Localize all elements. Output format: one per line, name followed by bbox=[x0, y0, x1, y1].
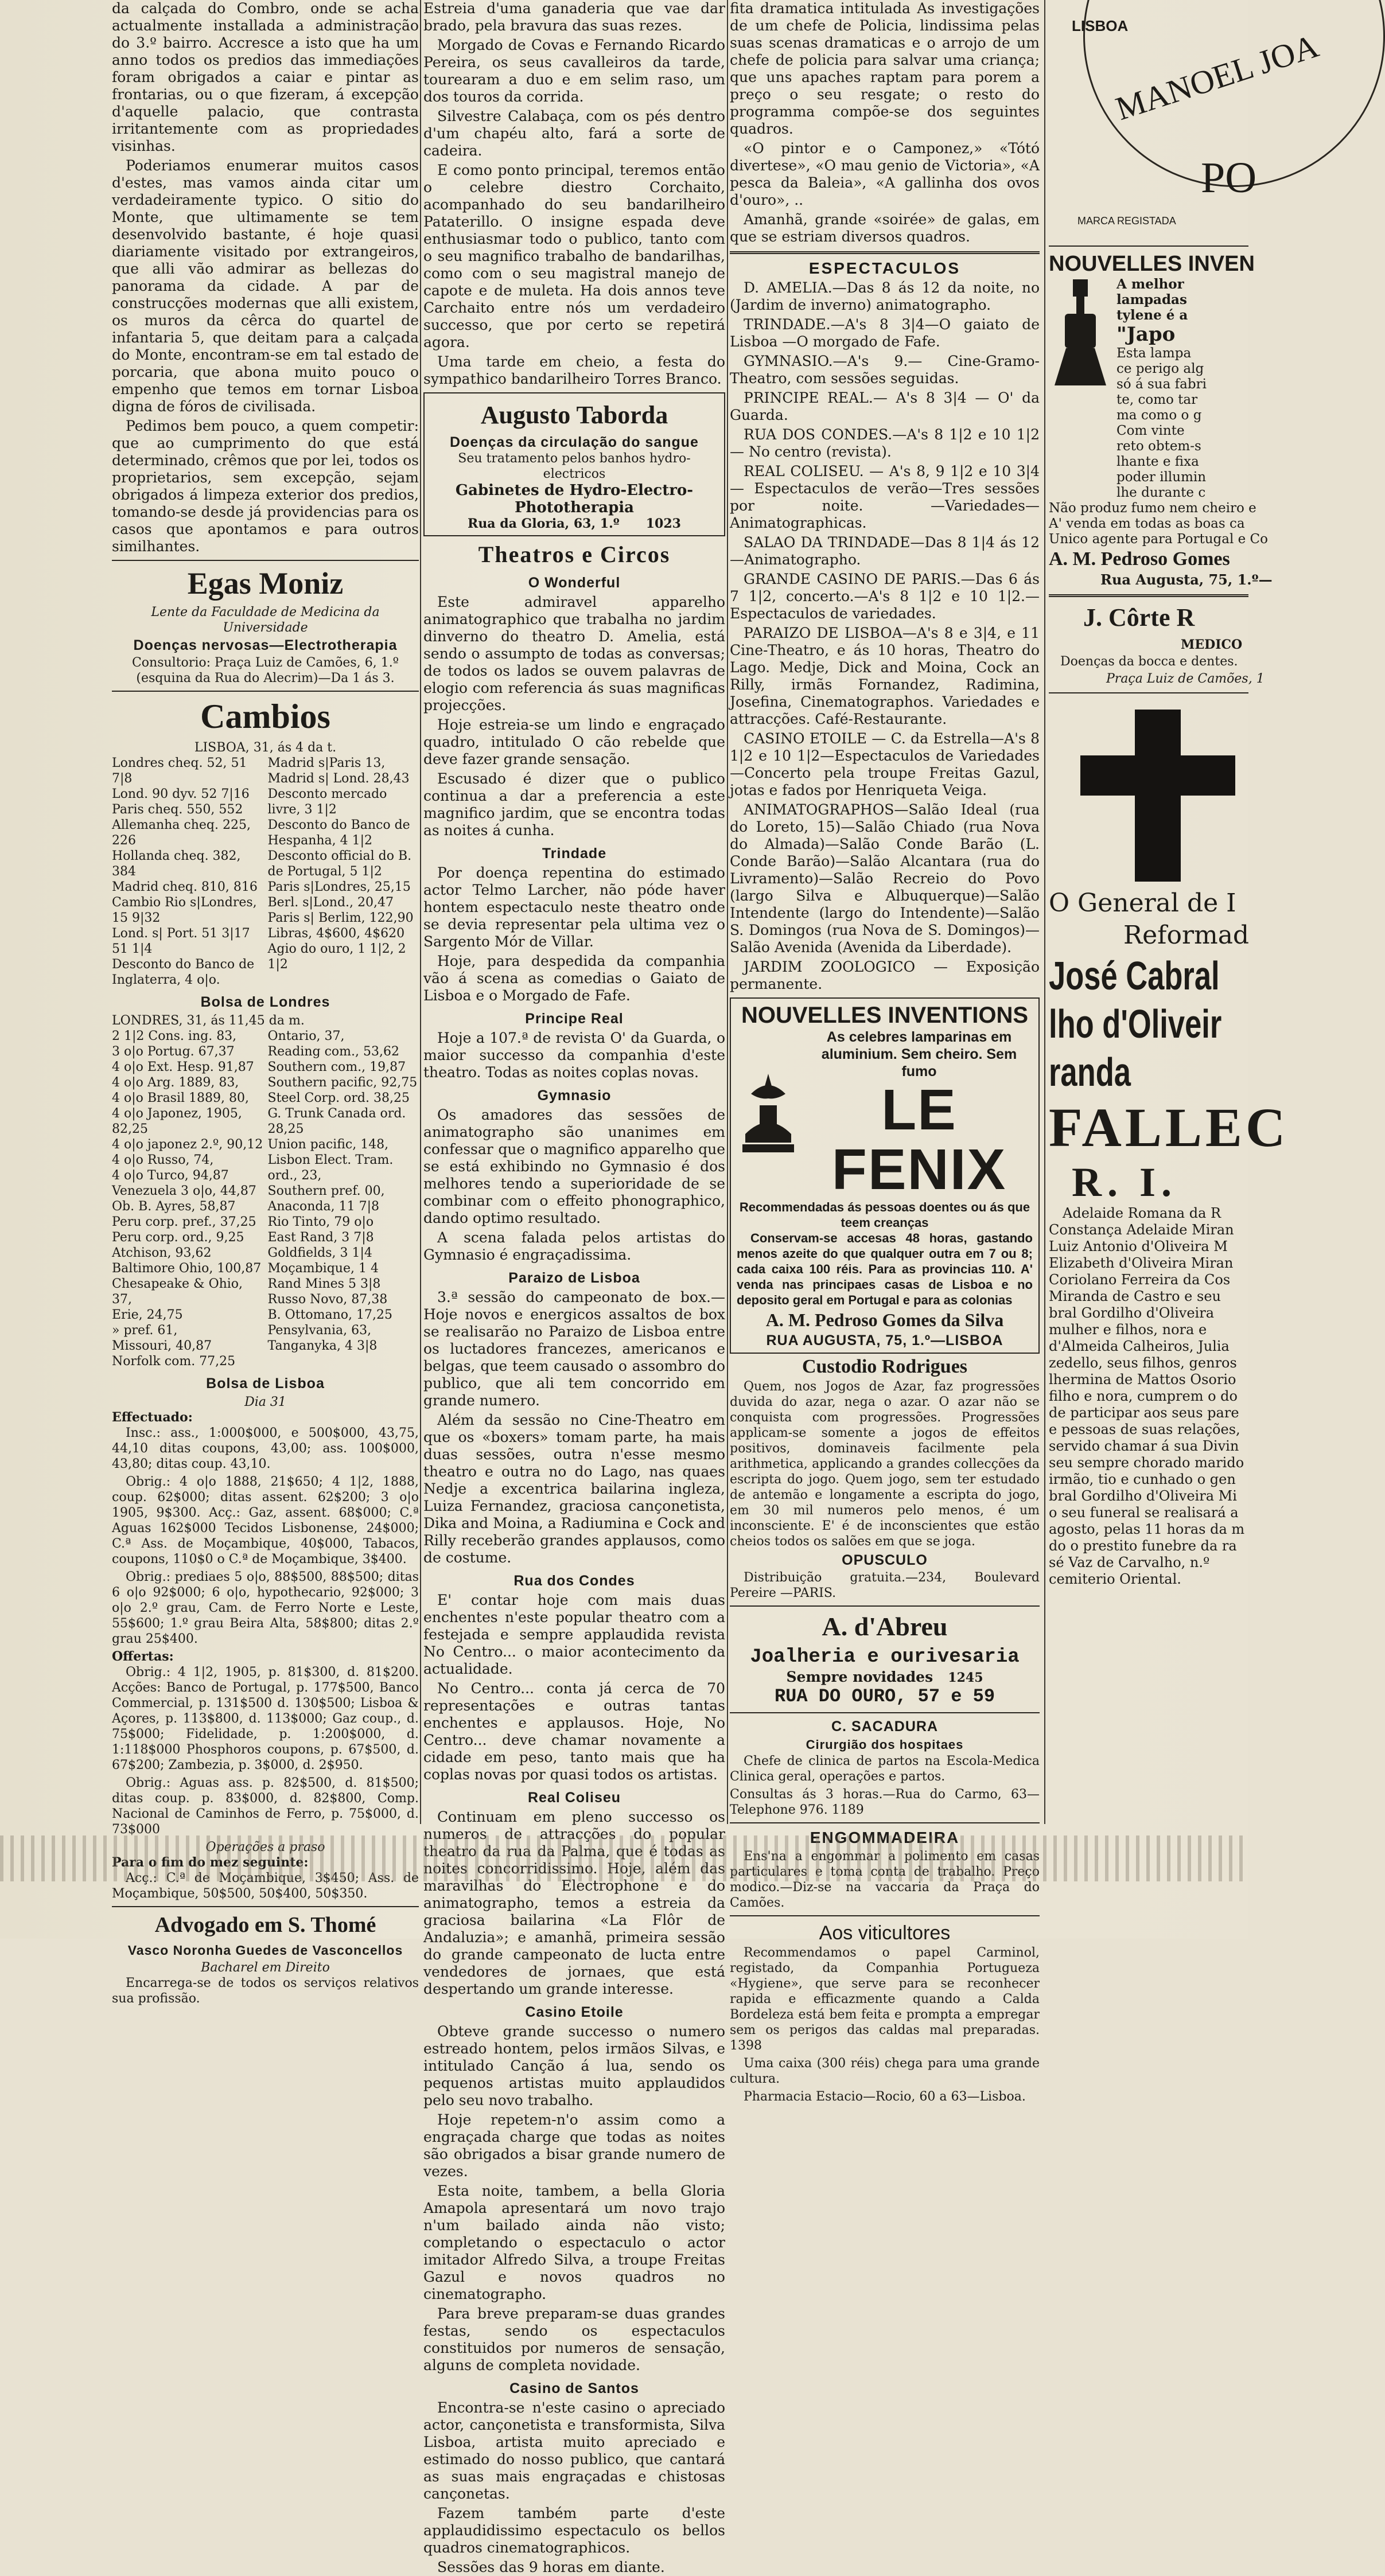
text-line: Com vinte bbox=[1116, 423, 1185, 438]
article-paragraph: A scena falada pelos artistas do Gymnasio é engraçadissima. bbox=[423, 1229, 725, 1263]
subhead: Casino de Santos bbox=[509, 2380, 639, 2396]
opusculo-text: Distribuição gratuita.—234, Boulevard Pereire —PARIS. bbox=[730, 1570, 1040, 1600]
ad-title-nouvelles: NOUVELLES INVEN bbox=[1049, 252, 1255, 276]
column-1 bbox=[112, 0, 419, 2006]
article-paragraph: fita dramatica intitulada As investigações de um chefe de Policia, lindissima pelas suas scenas dramaticas e o arrojo de um chefe de policia para salvar uma criança; que uns apaches raptam para porem a preço o seu resgate; o resto do programma compõe-se dos seguintes quadros. bbox=[730, 0, 1040, 137]
text-line: A' venda em todas as boas ca bbox=[1049, 516, 1245, 531]
ad-agent: A. M. Pedroso Gomes da Silva bbox=[765, 1310, 1004, 1330]
bolsa-entry: Southern com., 19,87 bbox=[267, 1060, 406, 1074]
article-paragraph: «O pintor e o Camponez,» «Tótó divertese», «O mau genio de Victoria», «A pesca da Baleia», «A gallinha dos ovos d'ouro», .. bbox=[730, 140, 1040, 208]
fim-mez-label: Para o fim do mez seguinte: bbox=[112, 1855, 309, 1870]
article-paragraph: Este admiravel apparelho animatographico que trabalha no jardim dinverno do theatro D. Amelia, está sendo o assumpto de todas as conversas; de todos os lados se ouvem palavras de elogio com referencia ás suas magnificas projecções. bbox=[423, 594, 725, 714]
bolsa-entry: Union pacific, 148, bbox=[267, 1137, 389, 1152]
advogado-name: Vasco Noronha Guedes de Vasconcellos bbox=[127, 1943, 403, 1958]
bolsa-entry: 4 o|o Japonez, 1905, 82,25 bbox=[112, 1106, 242, 1136]
article-paragraph: Os amadores das sessões de animatographo são unanimes em confessar que o magnifico apparelho que se está exhibindo no Gymnasio é dos melhores tendo a superioridade de se combinar com o effeito phonographico, dando optimo resultado. bbox=[423, 1106, 725, 1226]
cross-horizontal bbox=[1080, 755, 1235, 796]
cambios-table bbox=[112, 755, 419, 988]
obit-name: José Cabral bbox=[1049, 953, 1220, 998]
ad-gabinetes: Gabinetes de Hydro-Electro-Phototherapia bbox=[455, 482, 694, 516]
bolsa-entry: Southern pacific, 92,75 bbox=[267, 1075, 418, 1090]
section-title-theatros: Theatros e Circos bbox=[478, 541, 671, 567]
article-paragraph: Hoje estreia-se um lindo e engraçado quadro, intitulado O cão rebelde que deve fazer grande sensação. bbox=[423, 716, 725, 767]
text-line: tylene é a bbox=[1116, 307, 1188, 323]
obit-rank2: Reformad bbox=[1123, 921, 1250, 950]
bolsa-entry: Peru corp. ord., 9,25 bbox=[112, 1230, 244, 1245]
text-line: lampadas bbox=[1116, 292, 1187, 307]
article-paragraph: Uma tarde em cheio, a festa do sympathico bandarilheiro Torres Branco. bbox=[423, 353, 725, 387]
bolsa-londres-date: LONDRES, 31, ás 11,45 da m. bbox=[112, 1014, 305, 1028]
column-rule bbox=[420, 0, 421, 1824]
opusculo-label: OPUSCULO bbox=[842, 1552, 928, 1568]
ad-address: Consultorio: Praça Luiz de Camões, 6, 1.º (esquina da Rua do Alecrim)—Da 1 ás 3. bbox=[131, 656, 399, 685]
article-paragraph: Pedimos bem pouco, a quem competir: que ao cumprimento do que está determinado, crêmos que por lei, todos os proprietarios, sem excepção, sejam obrigados á limpeza exterior dos predios, tomando-se desde já providencias para os casos que apontamos e para outros similhantes. bbox=[112, 418, 419, 555]
bolsa-entry: » pref. 61, bbox=[112, 1323, 178, 1338]
ad-text: Quem, nos Jogos de Azar, faz progressões duvida do azar, nega o azar. O azar não se conquista com progressões. Progressões applicam-se somente a jogos de effeitos positivos, dominaveis facilmente pela arithmetica, applicando a grandes collecções da escripta do jogo. Quem jogo, sem ter estudado de antemão e longamente a escripta do jogo, em 30 mil numeros pelo menos, é um inconsciente. E' é de inconscientes que estão cheios todos os salões em que se joga. bbox=[730, 1379, 1040, 1549]
ad-address: RUA AUGUSTA, 75, 1.º—LISBOA bbox=[766, 1332, 1003, 1349]
ad-subtitle: Doenças da circulação do sangue bbox=[450, 434, 699, 450]
bolsa-entry: Steel Corp. ord. 38,25 bbox=[267, 1091, 410, 1105]
cambio-entry: Libras, 4$600, 4$620 bbox=[267, 926, 405, 941]
lefenix-text bbox=[806, 1028, 1033, 1202]
text-line: lhe durante c bbox=[1116, 485, 1206, 500]
ad-text: Uma caixa (300 réis) chega para uma grande cultura. bbox=[730, 2056, 1040, 2086]
banner-po: PO bbox=[1201, 154, 1257, 202]
obit-text: Adelaide Romana da R Constança Adelaide Miran Luiz Antonio d'Oliveira M Elizabeth d'Oliveira Miran Coriolano Ferreira da Cos Miranda de Castro e seu bral Gordilho d'Oliveira mulher e filhos, nora e d'Almeida Calheiros, Julia zedello, seus filhos, genros lhermina de Mattos Osorio filho e nora, cumprem o do de participar aos seus pare e pessoas de suas relações, servido chamar á sua Divin seu sempre chorado marido irmão, tio e cunhado o gen bral Gordilho d'Oliveira Mi o seu funeral se realisará a agosto, pelas 11 horas da m do o prestito funebre da ra sé Vaz de Carvalho, n.º cemiterio Oriental. bbox=[1049, 1205, 1245, 1587]
bolsa-entry: 4 o|o Russo, 74, bbox=[112, 1153, 214, 1167]
lefenix-row bbox=[737, 1028, 1033, 1202]
article-paragraph: Silvestre Calabaça, com os pés dentro d'um chapéu alto, fará a sorte de cadeira. bbox=[423, 108, 725, 159]
article-paragraph: Fazem também parte d'este applaudidissimo espectaculo os bellos quadros cinematographicos. bbox=[423, 2505, 725, 2556]
bolsa-entry: Ontario, 37, bbox=[267, 1029, 345, 1043]
espectaculos-list bbox=[730, 279, 1040, 993]
divider bbox=[112, 560, 419, 561]
efectuado-label: Effectuado: bbox=[112, 1410, 193, 1425]
ad-sempre bbox=[730, 1669, 1040, 1686]
ad-title-engommadeira: ENGOMMADEIRA bbox=[810, 1829, 960, 1846]
address-text: Rua da Gloria, 63, 1.º bbox=[468, 516, 620, 531]
ad-title-viticultores: Aos viticultores bbox=[819, 1922, 951, 1944]
column-2 bbox=[423, 0, 725, 2575]
text-line: ce perigo alg bbox=[1116, 361, 1204, 376]
cambio-entry: Desconto do Banco de Inglaterra, 4 o|o. bbox=[112, 957, 255, 987]
bolsa-entry: 4 o|o japonez 2.º, 90,12 bbox=[112, 1137, 263, 1152]
cambio-entry: Madrid cheq. 810, 816 bbox=[112, 880, 258, 894]
subhead: Casino Etoile bbox=[525, 2004, 624, 2020]
ad-le-fenix bbox=[730, 997, 1040, 1354]
ad-sub: MEDICO bbox=[1181, 637, 1243, 652]
bolsa-entry: Venezuela 3 o|o, 44,87 bbox=[112, 1184, 256, 1198]
espectaculo-entry: PRINCIPE REAL.— A's 8 3|4 — O' da Guarda. bbox=[730, 389, 1040, 423]
subhead: Rua dos Condes bbox=[513, 1573, 635, 1589]
article-paragraph: No Centro... conta já cerca de 70 representações e outras tantas enchentes e applausos. Hoje, No Centro... deve chamar novamente a cidade em peso, tanto mais que ha coplas novas por quasi todos os artistas. bbox=[423, 1680, 725, 1783]
article-paragraph: Obteve grande successo o numero estreado hontem, pelos irmãos Silvas, e intitulado Canção á lua, sendo os pequenos artistas muito applaudidos pelo seu novo trabalho. bbox=[423, 2023, 725, 2109]
article-paragraph: Sessões das 9 horas em diante. bbox=[437, 2559, 665, 2575]
section-title-bolsa-lisboa: Bolsa de Lisboa bbox=[206, 1375, 325, 1392]
obit-rank: O General de I bbox=[1049, 888, 1236, 918]
ad-title: NOUVELLES INVENTIONS bbox=[741, 1003, 1029, 1028]
ad-text: Chefe de clinica de partos na Escola-Medica Clinica geral, operações e partos. bbox=[730, 1754, 1040, 1784]
ad-title-egas-moniz: Egas Moniz bbox=[187, 566, 344, 601]
bolsa-entry: 4 o|o Ext. Hesp. 91,87 bbox=[112, 1060, 254, 1074]
banner-word: LISBOA bbox=[1072, 17, 1129, 34]
divider bbox=[1049, 594, 1248, 597]
divider bbox=[730, 251, 1040, 254]
espectaculo-entry: REAL COLISEU. — A's 8, 9 1|2 e 10 3|4— Espectaculos de verão—Tres sessões por noite. —Variedades—Animatographicas. bbox=[730, 463, 1040, 531]
bolsa-entry: Rand Mines 5 3|8 bbox=[267, 1277, 381, 1291]
article-paragraph: E' contar hoje com mais duas enchentes n'este popular theatro com a festejada e sempre applaudida revista No Centro... o maior acontecimento da actualidade. bbox=[423, 1592, 725, 1677]
mourning-cross bbox=[1049, 698, 1248, 882]
espectaculo-entry: GYMNASIO.—A's 9.— Cine-Gramo-Theatro, com sessões seguidas. bbox=[730, 353, 1040, 387]
article-paragraph: Esta noite, tambem, a bella Gloria Amapola apresentará um novo trajo n'um bailado ainda não visto; completando o espectaculo o actor imitador Alfredo Silva, a troupe Freitas Gazul e novos quadros no cinematographo. bbox=[423, 2183, 725, 2302]
article-paragraph: da calçada do Combro, onde se acha actualmente installada a administração do 3.º bairro. Accresce a isto que ha um anno todos os predios das immediações foram obrigados a caiar e pintar as frontarias, ou o que fizeram, á excepção d'aquelle palacio, que contrasta irritantemente com as propriedades visinhas. bbox=[112, 0, 419, 154]
vitic-text: Recommendamos o papel Carminol, registado, da Companhia Portugueza «Hygiene», que serve para se reconhecer rapida e efficazmente quando a Calda Bordeleza está bem feita e prompta a empregar sem os perigos das caldas mal preparadas. bbox=[730, 1946, 1040, 2037]
article-paragraph: E como ponto principal, teremos então o celebre diestro Corchaito, acompanhado do seu bandarilheiro Pataterillo. O insigne espada deve enthusiasmar todo o publico, tanto com o seu magnifico trabalho de bandarilhas, como com o seu magistral manejo de capote e de muleta. Ha dois annos teve Carchaito entre nós um verdadeiro successo, que por certo se repetirá agora. bbox=[423, 162, 725, 350]
section-title-espectaculos: ESPECTACULOS bbox=[808, 259, 961, 277]
ad-text bbox=[730, 1945, 1040, 2053]
subhead: O Wonderful bbox=[528, 575, 621, 591]
column-3 bbox=[730, 0, 1040, 2104]
cambio-entry: Allemanha cheq. 225, 226 bbox=[112, 818, 251, 848]
ad-title-custodio: Custodio Rodrigues bbox=[802, 1356, 968, 1377]
bolsa-entry: Chesapeake & Ohio, 37, bbox=[112, 1277, 243, 1307]
article-paragraph: Hoje, para despedida da companhia vão á scena as comedias o Gaiato de Lisboa e o Morgado de Fafe. bbox=[423, 953, 725, 1004]
article-paragraph: Hoje repetem-n'o assim como a engraçada charge que todas as noites são obrigados a bisar grande numero de vezes. bbox=[423, 2111, 725, 2180]
bolsa-left-list bbox=[112, 1028, 263, 1369]
bolsa-entry: 2 1|2 Cons. ing. 83, bbox=[112, 1029, 237, 1043]
bolsa-entry: B. Ottomano, 17,25 bbox=[267, 1308, 392, 1322]
cambio-entry: Lond. 90 dyv. 52 7|16 bbox=[112, 787, 250, 801]
text-line: A melhor bbox=[1116, 276, 1184, 292]
cambio-entry: Lond. s| Port. 51 3|17 51 1|4 bbox=[112, 926, 250, 956]
article-paragraph: Morgado de Covas e Fernando Ricardo Pereira, os seus cavalleiros da tarde, tourearam a duo e em selim raso, um dos touros da corrida. bbox=[423, 37, 725, 105]
banner-name: MANOEL JOA bbox=[1111, 26, 1323, 128]
bolsa-entry: Tanganyka, 4 3|8 bbox=[267, 1339, 378, 1353]
text-line: ma como o g bbox=[1116, 408, 1202, 423]
text-line: Unico agente para Portugal e Co bbox=[1049, 532, 1268, 547]
banner-reg: MARCA REGISTADA bbox=[1077, 215, 1176, 227]
ad-sub: Cirurgião dos hospitaes bbox=[806, 1737, 964, 1752]
operacoes-label: Operações a praso bbox=[205, 1840, 325, 1854]
text-line: reto obtem-s bbox=[1116, 439, 1201, 454]
cambio-entry: Agio do ouro, 1 1|2, 2 1|2 bbox=[267, 942, 406, 972]
ad-agent: A. M. Pedroso Gomes bbox=[1049, 548, 1230, 570]
text-line: "Japo bbox=[1116, 323, 1176, 346]
lamp-icon bbox=[737, 1071, 800, 1157]
subhead: Real Coliseu bbox=[527, 1790, 621, 1806]
text-line: lhante e fixa bbox=[1116, 454, 1199, 469]
ad-sempre-text: Sempre novidades bbox=[786, 1669, 933, 1685]
divider bbox=[730, 1915, 1040, 1916]
espectaculo-entry: SALAO DA TRINDADE—Das 8 1|4 ás 12 —Animatographo. bbox=[730, 534, 1040, 568]
cambios-left-list bbox=[112, 755, 263, 988]
divider bbox=[730, 1712, 1040, 1713]
nouvelles-row bbox=[1049, 276, 1248, 501]
cambio-entry: Paris s| Berlim, 122,90 bbox=[267, 911, 414, 925]
espectaculo-entry: RUA DOS CONDES.—A's 8 1|2 e 10 1|2— No centro (revista). bbox=[730, 426, 1040, 460]
efectuado-paragraph: Obrig.: prediaes 5 o|o, 88$500, 88$500; ditas 6 o|o 92$000; 6 o|o, hypothecario, 92$000; 3 o|o 2.º grau, Cam. de Ferro Norte e Leste, 55$600; 1.º grau Beira Alta, 58$800; ditas 2.º grau 25$400. bbox=[112, 1570, 419, 1646]
ad-number: 1398 bbox=[730, 2039, 762, 2053]
banner-manoel bbox=[1049, 0, 1323, 241]
espectaculo-entry: CASINO ETOILE — C. da Estrella—A's 8 1|2 e 10 1|2—Espectaculos de Variedades—Concerto pela troupe Freitas Gazul, jotas e fados por Henriqueta Veiga. bbox=[730, 730, 1040, 798]
espectaculo-entry: PARAIZO DE LISBOA—A's 8 e 3|4, e 11 Cine-Theatro, e ás 10 horas, Theatro do Lago. Medje, Dick and Moina, Cock an Rilly, irmãs Fornandez, Radimina, Josefina, Cinematographos. Variedades e attracções. Café-Restaurante. bbox=[730, 625, 1040, 727]
divider bbox=[112, 691, 419, 692]
column-rule bbox=[727, 0, 728, 1824]
article-paragraph: Estreia d'uma ganaderia que vae dar brado, pela bravura das suas rezes. bbox=[423, 0, 725, 34]
ad-subtitle: Lente da Faculdade de Medicina da Universidade bbox=[151, 605, 380, 635]
espectaculo-entry: TRINDADE.—A's 8 3|4—O gaiato de Lisboa —O morgado de Fafe. bbox=[730, 316, 1040, 350]
bolsa-lisboa-day: Dia 31 bbox=[244, 1395, 286, 1409]
offertas-label: Offertas: bbox=[112, 1649, 174, 1664]
article-paragraph: Encontra-se n'este casino o apreciado actor, cançonetista e transformista, Silva Lisboa, artista muito apreciado e estimado do nosso publico, que cantará as suas mais engraçadas e chistosas cançonetas. bbox=[423, 2399, 725, 2502]
article-paragraph: Para breve preparam-se duas grandes festas, sendo os espectaculos constituidos por numeros de sensação, alguns de completa novidade. bbox=[423, 2305, 725, 2374]
bolsa-entry: Atchison, 93,62 bbox=[112, 1246, 212, 1260]
divider bbox=[1049, 245, 1248, 247]
cambios-date: LISBOA, 31, ás 4 da t. bbox=[194, 741, 337, 755]
espectaculo-entry: ANIMATOGRAPHOS—Salão Ideal (rua do Loreto, 15)—Salão Chiado (rua Nova do Almada)—Salão Conde Barão (L. Conde Barão)—Salão Alcantara (rua do Livramento)—Salão Recreio do Povo (largo Silva e Albuquerque)—Salão Intendente (largo do Intendente)—Salão S. Domingos (rua Nova de S. Domingos)—Salão Avenida (Avenida da Liberdade). bbox=[730, 801, 1040, 956]
bolsa-entry: Erie, 24,75 bbox=[112, 1308, 183, 1322]
ad-title-advogado: Advogado em S. Thomé bbox=[154, 1913, 376, 1937]
cambio-entry: Cambio Rio s|Londres, 15 9|32 bbox=[112, 895, 257, 925]
ad-number: 1245 bbox=[948, 1670, 983, 1685]
cambio-entry: Paris cheq. 550, 552 bbox=[112, 802, 243, 817]
bolsa-entry: Southern pref. 00, bbox=[267, 1184, 385, 1198]
ad-recommend: Recommendadas ás pessoas doentes ou ás que teem creanças bbox=[739, 1200, 1030, 1230]
text-line: Esta lampa bbox=[1116, 346, 1192, 361]
obit-name: randa bbox=[1049, 1050, 1131, 1094]
ad-text: Pharmacia Estacio—Rocio, 60 a 63—Lisboa. bbox=[744, 2090, 1026, 2104]
cambio-entry: Madrid s| Lond. 28,43 bbox=[267, 771, 410, 786]
bolsa-entry: Pensylvania, 63, bbox=[267, 1323, 372, 1338]
column-rule bbox=[1044, 0, 1045, 1824]
efectuado-paragraph: Obrig.: 4 o|o 1888, 21$650; 4 1|2, 1888, coup. 62$000; ditas assent. 62$200; 3 o|o 1905, 9$300. Acç.: Gaz, assent. 68$000; C.ª Aguas 162$000 Tecidos Lisbonense, 24$000; C.ª Ass. de Moçambique, 40$000, Tabacos, coupons, 110$0 o C.ª de Moçambique, 3$400. bbox=[112, 1475, 419, 1566]
ad-address: Rua Augusta, 75, 1.º— bbox=[1100, 571, 1273, 588]
bolsa-right-list bbox=[268, 1028, 419, 1369]
divider bbox=[1049, 692, 1248, 693]
bolsa-entry: Baltimore Ohio, 100,87 bbox=[112, 1261, 262, 1276]
ad-text: Doenças da bocca e dentes. bbox=[1060, 654, 1238, 669]
subhead: Trindade bbox=[542, 845, 607, 862]
bolsa-entry: Lisbon Elect. Tram. ord., 23, bbox=[267, 1153, 394, 1183]
bolsa-entry: 4 o|o Arg. 1889, 83, bbox=[112, 1075, 239, 1090]
subhead: Paraizo de Lisboa bbox=[508, 1270, 640, 1286]
divider bbox=[730, 1605, 1040, 1607]
efectuado-paragraph: Insc.: ass., 1:000$000, e 500$000, 43,75, 44,10 ditas coupons, 43,00; ass. 100$000, 43,80; ditas coup. 43,10. bbox=[112, 1426, 419, 1471]
lamp-icon bbox=[1049, 276, 1112, 391]
bolsa-entry: Peru corp. pref., 37,25 bbox=[112, 1215, 256, 1229]
obit-fallec: FALLEC bbox=[1049, 1097, 1289, 1158]
ad-sub: Joalheria e ourivesaria bbox=[750, 1646, 1020, 1668]
espectaculo-entry: JARDIM ZOOLOGICO — Exposição permanente. bbox=[730, 958, 1040, 992]
ad-text: Conservam-se accesas 48 horas, gastando menos azeite do que qualquer outra em 7 ou 8; cada caixa 100 réis. Para as provincias 110. A' venda nas principaes casas de Lisboa e no deposito geral em Portugal e para as colonias bbox=[737, 1231, 1033, 1307]
nouvelles-text bbox=[1116, 276, 1248, 501]
divider bbox=[730, 1822, 1040, 1823]
article-paragraph: Poderiamos enumerar muitos casos d'estes, mas vamos ainda citar um verdadeiramente typico. O sitio do Monte, que ultimamente se tem desenvolvido bastante, é hoje quasi diariamente visitado por extrangeiros, que alli vão admirar as bellezas do panorama da cidade. A par de construcções modernas que alli existem, os muros da cêrca do quartel de infantaria 5, que deitam para a calçada do Monte, encontram-se em tal estado de porcaria, que abona muito pouco o empenho que temos em tornar Lisboa digna de fóros de civilisada. bbox=[112, 157, 419, 415]
article-paragraph: 3.ª sessão do campeonato de box.—Hoje novos e energicos assaltos de box se realisarão no Paraizo de Lisboa entre os luctadores francezes, americanos e belgas, que teem causado o assombro do publico, que ali tem concorrido em grande numero. bbox=[423, 1289, 725, 1409]
article-paragraph: Continuam em pleno successo os numeros de attracções do popular theatro da rua da Palma, que é todas as noites concorridissimo. Hoje, além das maravilhas do Electrophone e do animatographo, temos a estreia da graciosa bailarina «La Flôr de Andaluzia»; e amanhã, primeira sessão do grande campeonato de lucta entre vendedores de jornaes, que está despertando um grande interesse. bbox=[423, 1809, 725, 1997]
ad-title: Augusto Taborda bbox=[480, 401, 668, 429]
ad-title-abreu: A. d'Abreu bbox=[822, 1612, 948, 1641]
article-paragraph: Hoje a 107.ª de revista O' da Guarda, o maior successo da companhia d'este theatro. Todas as noites coplas novas. bbox=[423, 1030, 725, 1081]
bolsa-londres-table bbox=[112, 1028, 419, 1369]
text-line: poder illumin bbox=[1116, 470, 1207, 485]
text-line: te, como tar bbox=[1116, 392, 1198, 407]
ad-consultas bbox=[730, 1787, 1040, 1818]
cambio-entry: Desconto official do B. de Portugal, 5 1|2 bbox=[267, 849, 412, 879]
ad-number: 1023 bbox=[645, 516, 681, 531]
bolsa-entry: East Rand, 3 7|8 bbox=[267, 1230, 374, 1245]
bolsa-entry: Norfolk com. 77,25 bbox=[112, 1354, 236, 1369]
ad-augusto-taborda bbox=[423, 392, 725, 536]
ad-text: Ens'na a engommar a polimento em casas particulares e toma conta de trabalho. Preço modico.—Diz-se na vaccaria da Praça do Camões. bbox=[730, 1849, 1040, 1910]
advogado-text: Encarrega-se de todos os serviços relativos sua profissão. bbox=[112, 1976, 419, 2006]
column-4 bbox=[1049, 0, 1323, 1893]
ad-specialty: Doenças nervosas—Electrotherapia bbox=[133, 637, 398, 653]
fim-mez-text: Acç.: C.ª de Moçambique, 3$450; Ass. de Moçambique, 50$500, 50$400, 50$350. bbox=[112, 1871, 419, 1901]
cambio-entry: Berl. s|Lond., 20,47 bbox=[267, 895, 394, 910]
section-title-cambios: Cambios bbox=[200, 697, 330, 735]
cambio-entry: Paris s|Londres, 25,15 bbox=[267, 880, 411, 894]
bolsa-entry: Moçambique, 1 4 bbox=[267, 1261, 379, 1276]
ad-sub: As celebres lamparinas em aluminium. Sem cheiro. Sem fumo bbox=[821, 1029, 1017, 1079]
subhead: Principe Real bbox=[525, 1011, 624, 1027]
cross-vertical bbox=[1135, 710, 1181, 882]
bolsa-entry: Ob. B. Ayres, 58,87 bbox=[112, 1199, 236, 1214]
divider bbox=[112, 1906, 419, 1907]
ad-title-corte: J. Côrte R bbox=[1083, 603, 1195, 632]
bolsa-entry: G. Trunk Canada ord. 28,25 bbox=[267, 1106, 406, 1136]
bolsa-entry: Rio Tinto, 79 o|o bbox=[267, 1215, 374, 1229]
page-fold-shadow bbox=[0, 1835, 1248, 1881]
ad-number: 1189 bbox=[831, 1803, 864, 1817]
bolsa-entry: Missouri, 40,87 bbox=[112, 1339, 212, 1353]
cambio-entry: Hollanda cheq. 382, 384 bbox=[112, 849, 241, 879]
article-paragraph: Além da sessão no Cine-Theatro em que os «boxers» tomam parte, ha mais duas sessões, outra n'esse mesmo theatro e outra no do Lago, nas quaes Nedje a excentrica bailarina ingleza, Luiza Fernandez, graciosa cançonetista, Dika and Moina, a Radiumina e Cock and Rilly receberão grandes applausos, como de costume. bbox=[423, 1412, 725, 1566]
cambio-entry: Desconto mercado livre, 3 1|2 bbox=[267, 787, 387, 817]
ad-address: Praça Luiz de Camões, 1 bbox=[1106, 672, 1265, 686]
text-line: Não produz fumo nem cheiro e bbox=[1049, 501, 1256, 516]
offertas-paragraph: Obrig.: 4 1|2, 1905, p. 81$300, d. 81$200. Acções: Banco de Portugal, p. 177$500, Banco Commercial, p. 131$500 d. 130$500; Lisboa & Açores, p. 113$800, d. 113$000; Gaz coup., d. 75$000; Fidelidade, p. 1:200$000, d. 1:118$000 Phosphoros coupons, p. 67$500, d. 67$200; Zambezia, p. 3$000, d. 2$950. bbox=[112, 1665, 419, 1772]
text-line: só á sua fabri bbox=[1116, 377, 1207, 392]
subhead: Gymnasio bbox=[537, 1088, 612, 1104]
bolsa-entry: Reading com., 53,62 bbox=[267, 1045, 399, 1059]
ad-address bbox=[430, 516, 718, 532]
offertas-paragraph: Obrig.: Aguas ass. p. 82$500, d. 81$500; ditas coup. p. 83$000, d. 82$800, Comp. Nacional de Caminhos de Ferro, p. 75$000, d. 73$000 bbox=[112, 1776, 419, 1837]
bolsa-entry: Goldfields, 3 1|4 bbox=[267, 1246, 372, 1260]
ad-title-sacadura: C. SACADURA bbox=[831, 1718, 938, 1735]
bolsa-entry: 4 o|o Turco, 94,87 bbox=[112, 1168, 229, 1183]
bolsa-entry: Russo Novo, 87,38 bbox=[267, 1292, 388, 1307]
bolsa-entry: 3 o|o Portug. 67,37 bbox=[112, 1045, 235, 1059]
article-paragraph: Por doença repentina do estimado actor Telmo Larcher, não póde haver hontem espectaculo neste theatro onde se devia representar pela ultima vez o Sargento Mór de Villar. bbox=[423, 864, 725, 950]
cambios-right-list bbox=[268, 755, 419, 988]
cambio-entry: Madrid s|Paris 13, bbox=[267, 756, 386, 770]
ad-text: Seu tratamento pelos banhos hydro-electricos bbox=[458, 451, 691, 481]
advogado-sub: Bacharel em Direito bbox=[201, 1961, 330, 1975]
consultas-text: Consultas ás 3 horas.—Rua do Carmo, 63— Telephone 976. bbox=[730, 1787, 1040, 1817]
bolsa-entry: Anaconda, 11 7|8 bbox=[267, 1199, 379, 1214]
espectaculo-entry: GRANDE CASINO DE PARIS.—Das 6 ás 7 1|2, concerto.—A's 8 1|2 e 10 1|2.—Espectaculos de variedades. bbox=[730, 571, 1040, 622]
ad-address: RUA DO OURO, 57 e 59 bbox=[774, 1686, 995, 1707]
article-paragraph: Escusado é dizer que o publico continua a dar a preferencia a este magnifico jardim, que se encontra todas as noites á cunha. bbox=[423, 770, 725, 839]
cambio-entry: Londres cheq. 52, 51 7|8 bbox=[112, 756, 247, 786]
obit-ri: R. I. bbox=[1072, 1159, 1178, 1205]
section-title-bolsa-londres: Bolsa de Londres bbox=[200, 994, 330, 1010]
brand-le-fenix: LE FENIX bbox=[831, 1078, 1007, 1202]
espectaculo-entry: D. AMELIA.—Das 8 ás 12 da noite, no (Jardim de inverno) animatographo. bbox=[730, 279, 1040, 313]
cambio-entry: Desconto do Banco de Hespanha, 4 1|2 bbox=[267, 818, 410, 848]
obit-name: lho d'Oliveir bbox=[1049, 1001, 1222, 1046]
article-paragraph: Amanhã, grande «soirée» de galas, em que se estriam diversos quadros. bbox=[730, 211, 1040, 245]
bolsa-entry: 4 o|o Brasil 1889, 80, bbox=[112, 1091, 250, 1105]
